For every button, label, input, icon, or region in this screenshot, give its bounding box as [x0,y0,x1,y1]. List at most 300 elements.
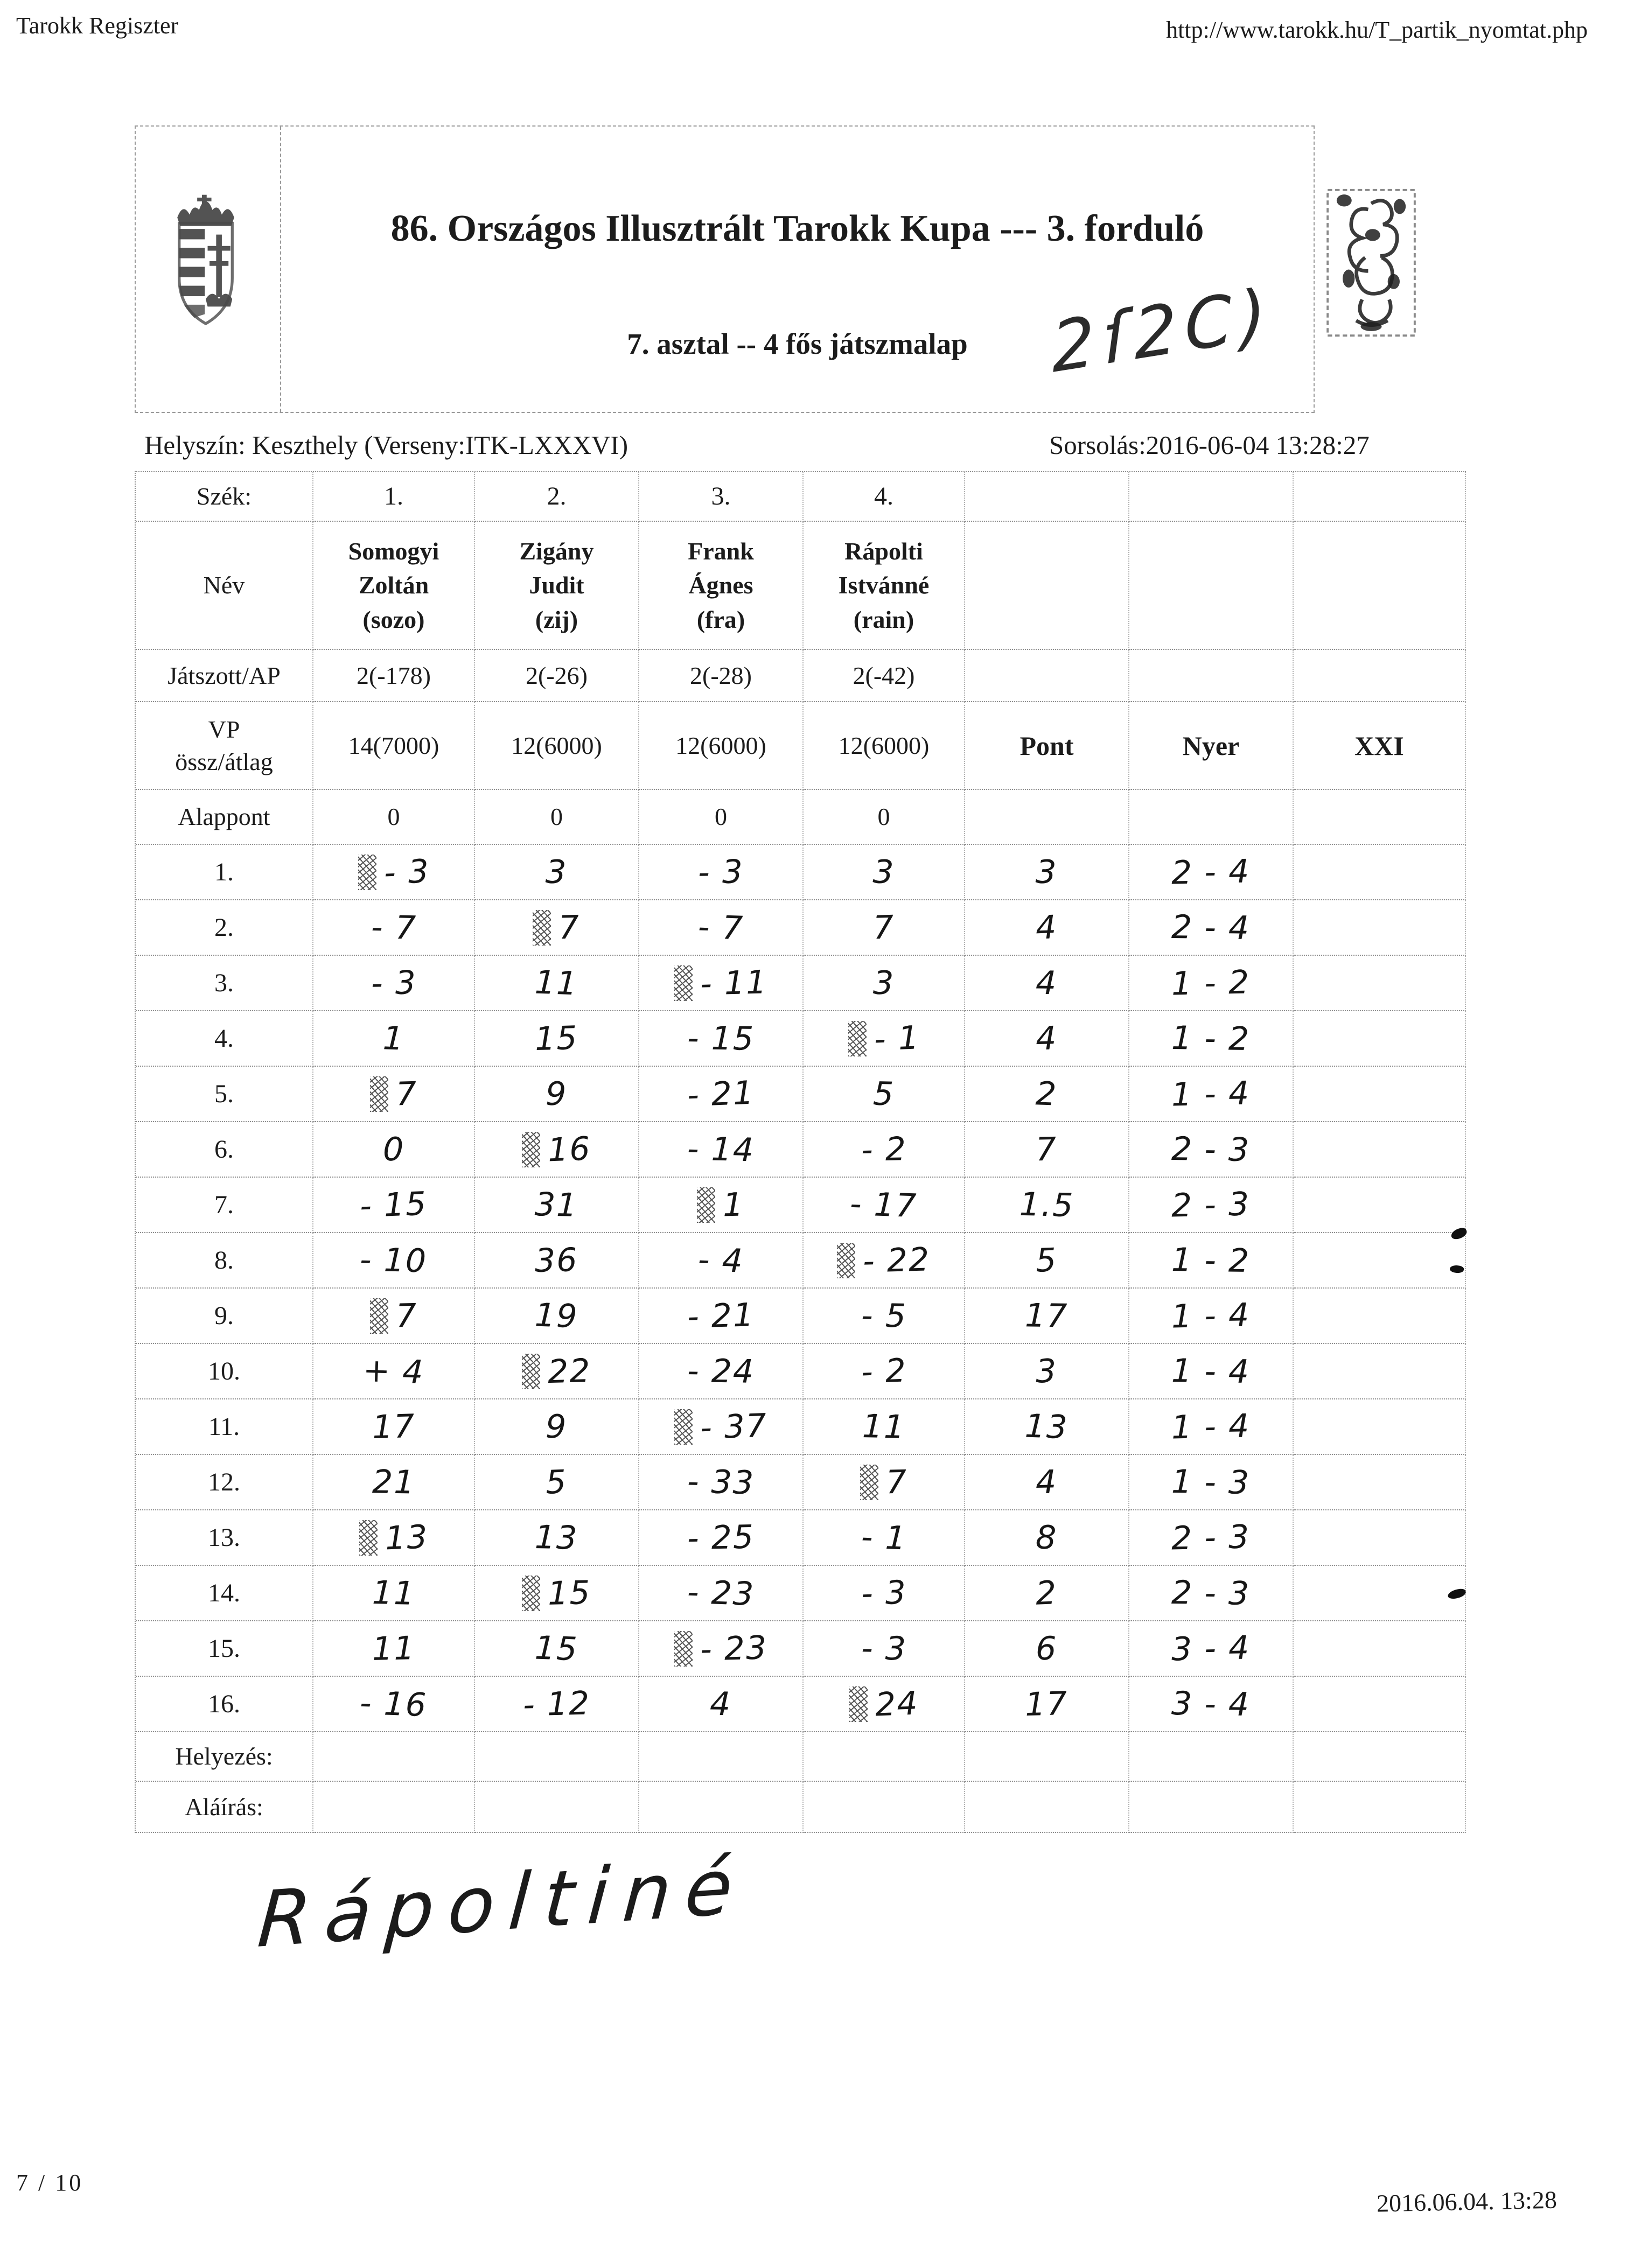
vp-value-1 [313,702,475,790]
score-cell [804,845,965,900]
signature-empty-cell [313,1782,475,1833]
player-name-1-lines [348,536,439,634]
empty-header-cell [1294,650,1466,702]
pont-cell-value: 1.5 [1018,1185,1075,1224]
score-cell-value: - 3 [370,963,417,1003]
score-cell [804,1566,965,1621]
xxi-column-header [1294,702,1466,790]
dealer-mark [370,1298,388,1334]
row-number-text: 15. [208,1634,240,1663]
pont-cell [965,845,1129,900]
dealer-mark [358,855,376,890]
row-number-text: 3. [214,968,234,997]
score-cell-value: 15 [547,1573,592,1613]
nyer-cell-value: 1 - 4 [1171,1406,1251,1447]
score-cell-value: 4 [709,1685,732,1723]
nyer-cell-value: 1 - 3 [1171,1462,1251,1502]
score-cell [804,1122,965,1178]
empty-header-cell [1129,472,1294,522]
row-number [136,1289,313,1344]
score-cell [639,1122,804,1178]
score-cell [804,1399,965,1455]
score-cell [475,1289,639,1344]
base-value-2 [475,790,639,845]
nyer-cell [1129,1067,1294,1122]
signature-empty-cell [965,1782,1129,1833]
score-cell-value: - 25 [687,1518,755,1557]
pont-cell [965,1067,1129,1122]
score-cell-value: - 3 [383,852,430,892]
player-name-4-line-1: Rápolti [844,537,923,565]
vp-value-2 [475,702,639,790]
played-value-2 [475,650,639,702]
score-cell [639,1067,804,1122]
pont-cell-value: 8 [1035,1518,1058,1557]
score-cell [475,1677,639,1732]
score-cell-value: 1 [722,1186,745,1224]
score-cell [639,1011,804,1067]
pont-cell-value: 17 [1024,1684,1069,1724]
signature-empty-cell [804,1782,965,1833]
pont-cell-value: 2 [1035,1573,1058,1613]
score-cell [313,1178,475,1233]
score-cell-value: 31 [534,1185,579,1224]
xxi-cell [1294,1289,1466,1344]
page-number: 7 / 10 [16,2169,83,2196]
page-subtitle: 7. asztal -- 4 fős játszmalap [627,327,968,360]
score-cell-value: - 14 [687,1129,755,1170]
empty-header-cell [965,472,1129,522]
score-cell [804,1178,965,1233]
vp-row-label-lines [175,715,273,776]
score-cell-value: - 3 [697,852,744,892]
pont-cell-value: 5 [1035,1241,1058,1280]
row-number-text: 2. [214,913,234,942]
player-name-3 [639,522,804,650]
played-value-3-text: 2(-28) [690,661,752,689]
base-row-label-text: Alappont [178,803,270,831]
seat-row-label-text: Szék: [196,482,252,510]
score-cell-value: - 10 [359,1240,428,1280]
score-cell-value: 17 [371,1407,416,1446]
nyer-cell [1129,1399,1294,1455]
score-cell [475,1566,639,1621]
row-number-text: 8. [214,1245,234,1275]
score-cell [639,1510,804,1566]
played-value-4 [804,650,965,702]
nyer-cell [1129,1122,1294,1178]
pont-cell-value: 4 [1035,1463,1058,1501]
score-cell-value: - 5 [861,1296,907,1335]
hungarian-coat-of-arms-image [158,190,253,347]
empty-header-cell [1294,522,1466,650]
score-cell [475,1510,639,1566]
page-header-url: http://www.tarokk.hu/T_partik_nyomtat.php [1166,17,1588,43]
score-cell-value: - 21 [686,1074,756,1114]
score-cell-value: - 3 [860,1573,907,1613]
pont-column-header [965,702,1129,790]
dealer-mark [522,1354,540,1389]
xxi-cell [1294,1011,1466,1067]
base-value-1 [313,790,475,845]
score-table [135,471,1466,1833]
xxi-cell [1294,1621,1466,1677]
dealer-mark [674,1409,693,1445]
score-cell-value: 7 [885,1463,908,1501]
player-name-3-line-1: Frank [688,537,754,565]
venue-info: Helyszín: Keszthely (Verseny:ITK-LXXXVI) [144,430,629,460]
score-cell-value: 11 [371,1573,416,1613]
seat-row-label [136,472,313,522]
name-row-label-text: Név [203,571,245,599]
signature-row-label-text: Aláírás: [185,1793,263,1821]
score-cell [639,1455,804,1510]
row-number [136,1455,313,1510]
seat-number-2 [475,472,639,522]
player-name-3-line-3: (fra) [696,605,745,633]
vp-value-3-text: 12(6000) [675,731,766,759]
score-cell-value: - 33 [687,1462,755,1502]
base-value-4 [804,790,965,845]
nyer-cell-value: 1 - 4 [1171,1352,1251,1391]
score-cell-value: 7 [872,908,896,947]
score-cell [475,845,639,900]
score-cell-value: - 23 [700,1628,768,1669]
score-cell-value: 24 [874,1684,919,1724]
row-number-text: 16. [208,1689,240,1718]
placement-row-label-text: Helyezés: [175,1742,273,1770]
placement-empty-cell [475,1732,639,1782]
nyer-cell [1129,1677,1294,1732]
score-cell-value: 22 [547,1352,592,1391]
dealer-mark [697,1187,715,1223]
dealer-mark [522,1576,540,1611]
pont-cell [965,1011,1129,1067]
nyer-cell-value: 1 - 2 [1171,1241,1251,1280]
score-cell [475,1011,639,1067]
score-cell [475,1455,639,1510]
score-cell [804,1344,965,1399]
pont-cell [965,1510,1129,1566]
player-name-2 [475,522,639,650]
score-cell-value: - 7 [370,908,417,947]
pont-cell [965,1233,1129,1289]
row-number-text: 11. [208,1412,240,1441]
score-cell-value: 15 [534,1019,579,1058]
placement-row-label [136,1732,313,1782]
base-value-3-text: 0 [715,803,727,831]
xxi-cell [1294,1566,1466,1621]
score-cell [475,1067,639,1122]
score-cell-value: 5 [872,1075,895,1113]
score-cell [313,1289,475,1344]
score-cell-value: - 15 [687,1019,755,1058]
score-cell-value: 0 [382,1130,405,1168]
placement-empty-cell [639,1732,804,1782]
row-number-text: 14. [208,1578,240,1607]
score-cell [639,956,804,1011]
score-cell [313,1122,475,1178]
score-cell-value: 1 [382,1019,406,1058]
score-cell-value: 3 [872,964,895,1002]
pont-cell [965,1344,1129,1399]
played-value-3 [639,650,804,702]
pont-cell [965,1122,1129,1178]
score-cell [804,1233,965,1289]
score-cell-value: 7 [395,1297,418,1335]
row-number [136,1510,313,1566]
score-cell-value: 21 [372,1462,416,1502]
score-cell-value: 9 [545,1408,568,1446]
xxi-cell [1294,1233,1466,1289]
score-cell [639,845,804,900]
score-cell-value: 15 [534,1629,579,1668]
score-cell-value: - 2 [860,1130,907,1169]
score-cell [804,1289,965,1344]
xxi-cell [1294,1344,1466,1399]
dealer-mark [359,1520,378,1556]
pont-cell-value: 13 [1024,1407,1069,1446]
score-cell [475,1233,639,1289]
score-cell [313,1510,475,1566]
seat-number-3 [639,472,804,522]
empty-header-cell [1294,790,1466,845]
score-cell-value: 3 [545,853,568,891]
player-name-1 [313,522,475,650]
dealer-mark [533,910,551,946]
score-cell [475,1399,639,1455]
nyer-cell [1129,1621,1294,1677]
dealer-mark [837,1243,855,1278]
seat-number-4 [804,472,965,522]
xxi-cell [1294,1677,1466,1732]
score-cell-value: 11 [372,1629,416,1668]
pont-cell-value: 2 [1035,1074,1058,1114]
placement-empty-cell [1129,1732,1294,1782]
score-cell [639,1621,804,1677]
base-value-3 [639,790,804,845]
score-cell [804,1011,965,1067]
vp-value-3 [639,702,804,790]
xxi-cell [1294,1399,1466,1455]
score-cell [639,1344,804,1399]
nyer-cell [1129,1011,1294,1067]
row-number-text: 9. [214,1301,234,1330]
score-cell [804,956,965,1011]
pont-cell [965,1399,1129,1455]
xxi-cell [1294,1510,1466,1566]
nyer-cell [1129,1178,1294,1233]
handwritten-table-note: 2ſ2C) [1049,273,1276,389]
row-number [136,845,313,900]
score-cell [475,1178,639,1233]
nyer-cell [1129,900,1294,956]
player-name-2-line-1: Zigány [519,537,594,565]
dealer-mark [848,1021,867,1056]
score-cell [804,1067,965,1122]
row-number-text: 7. [214,1190,234,1219]
score-cell-value: 7 [395,1074,418,1114]
player-name-2-lines [519,536,593,634]
pont-cell-value: 17 [1024,1296,1069,1335]
row-number-text: 13. [208,1523,240,1552]
nyer-cell-value: 2 - 4 [1171,908,1251,947]
score-cell-value: - 17 [849,1185,918,1225]
score-cell-value: - 22 [862,1240,931,1280]
dealer-mark [860,1465,878,1500]
score-cell [639,1566,804,1621]
seat-number-1-text: 1. [384,482,403,511]
pont-cell [965,900,1129,956]
nyer-cell [1129,845,1294,900]
nyer-cell [1129,1289,1294,1344]
vp-value-4 [804,702,965,790]
signature-empty-cell [1294,1782,1466,1833]
dealer-mark [674,1631,693,1667]
row-number-text: 5. [214,1079,234,1108]
played-value-1 [313,650,475,702]
score-cell-value: 5 [545,1462,568,1502]
score-cell-value: 7 [558,908,581,947]
signature-empty-cell [1129,1782,1294,1833]
nyer-cell-value: 1 - 4 [1171,1074,1251,1114]
pont-cell-value: 3 [1035,853,1058,891]
vp-row-label-line-2: össz/átlag [175,747,273,775]
player-name-4-line-2: Istvánné [838,571,930,599]
score-cell-value: - 1 [873,1018,920,1059]
score-cell [313,956,475,1011]
player-name-4-line-3: (rain) [853,605,914,633]
empty-header-cell [965,522,1129,650]
seat-number-2-text: 2. [547,482,567,511]
empty-header-cell [1129,650,1294,702]
row-number [136,956,313,1011]
score-cell [475,900,639,956]
pont-cell [965,1289,1129,1344]
empty-header-cell [1129,790,1294,845]
xxi-cell [1294,900,1466,956]
dealer-mark [370,1076,388,1112]
score-cell-value: - 11 [700,963,768,1003]
row-number [136,1621,313,1677]
player-name-2-line-3: (zij) [535,605,578,633]
score-cell [313,1011,475,1067]
score-cell [804,1677,965,1732]
signature-empty-cell [639,1782,804,1833]
score-cell [313,1233,475,1289]
player-name-4-lines [839,536,930,634]
player-name-3-line-2: Ágnes [688,571,753,599]
played-row-label-text: Játszott/AP [167,661,281,689]
played-value-4-text: 2(-42) [853,661,915,689]
score-cell [313,1621,475,1677]
score-cell-value: - 1 [860,1517,907,1558]
player-name-3-lines [688,536,754,634]
score-cell [804,1510,965,1566]
score-cell-value: 19 [534,1296,579,1335]
player-name-2-line-2: Judit [529,571,584,599]
row-number [136,1677,313,1732]
nyer-cell [1129,1233,1294,1289]
score-cell-value: - 15 [359,1185,428,1225]
nyer-cell-value: 2 - 4 [1171,852,1251,892]
nyer-column-header [1129,702,1294,790]
player-name-1-line-2: Zoltán [358,571,429,599]
vp-row-label-line-1: VP [208,716,240,744]
row-number [136,1344,313,1399]
dealer-mark [849,1686,868,1722]
score-cell-value: - 4 [697,1240,745,1280]
score-cell-value: - 12 [522,1684,591,1724]
nyer-cell-value: 2 - 3 [1171,1517,1251,1558]
score-cell [475,1122,639,1178]
xxi-cell [1294,1122,1466,1178]
nyer-cell-value: 1 - 2 [1171,1019,1251,1058]
score-cell-value: 36 [534,1241,579,1280]
xxi-column-header-text: XXI [1354,730,1404,761]
base-value-4-text: 0 [877,803,890,831]
pont-column-header-text: Pont [1019,730,1074,761]
xxi-cell [1294,845,1466,900]
score-cell [313,900,475,956]
score-cell-value: 11 [534,963,579,1003]
score-cell-value: 11 [861,1407,906,1446]
score-cell [639,1289,804,1344]
score-cell-value: + 4 [362,1351,425,1391]
tarot-card-image [1326,188,1416,337]
xxi-cell [1294,1067,1466,1122]
vp-value-1-text: 14(7000) [348,731,439,759]
empty-header-cell [965,790,1129,845]
player-name-4 [804,522,965,650]
seat-number-4-text: 4. [874,482,893,511]
row-number-text: 12. [208,1467,240,1496]
score-cell-value: - 3 [861,1629,907,1668]
score-cell [639,1677,804,1732]
seat-number-1 [313,472,475,522]
base-value-1-text: 0 [387,803,400,831]
score-cell-value: - 16 [359,1684,428,1724]
score-cell [475,956,639,1011]
score-cell-value: 16 [547,1129,592,1170]
vp-value-2-text: 12(6000) [511,731,602,759]
nyer-column-header-text: Nyer [1182,730,1240,761]
score-cell-value: - 37 [699,1406,769,1447]
xxi-cell [1294,1455,1466,1510]
score-cell [475,1621,639,1677]
signature-empty-cell [475,1782,639,1833]
score-cell [475,1344,639,1399]
row-number [136,1067,313,1122]
played-row-label [136,650,313,702]
handwritten-signature: Rápoltiné [255,1841,750,1965]
vp-value-4-text: 12(6000) [838,731,930,759]
score-cell-value: - 2 [860,1351,907,1391]
draw-timestamp: Sorsolás:2016-06-04 13:28:27 [1049,430,1370,460]
placement-empty-cell [1294,1732,1466,1782]
page-title: 86. Országos Illusztrált Tarokk Kupa --- 3. forduló [390,208,1204,249]
row-number [136,900,313,956]
row-number [136,1233,313,1289]
dealer-mark [674,965,693,1001]
seat-number-3-text: 3. [711,482,731,511]
row-number-text: 1. [214,857,234,886]
score-cell [313,1566,475,1621]
pont-cell-value: 4 [1035,964,1058,1002]
nyer-cell [1129,1566,1294,1621]
player-name-1-line-1: Somogyi [348,537,439,565]
nyer-cell-value: 3 - 4 [1171,1684,1251,1724]
